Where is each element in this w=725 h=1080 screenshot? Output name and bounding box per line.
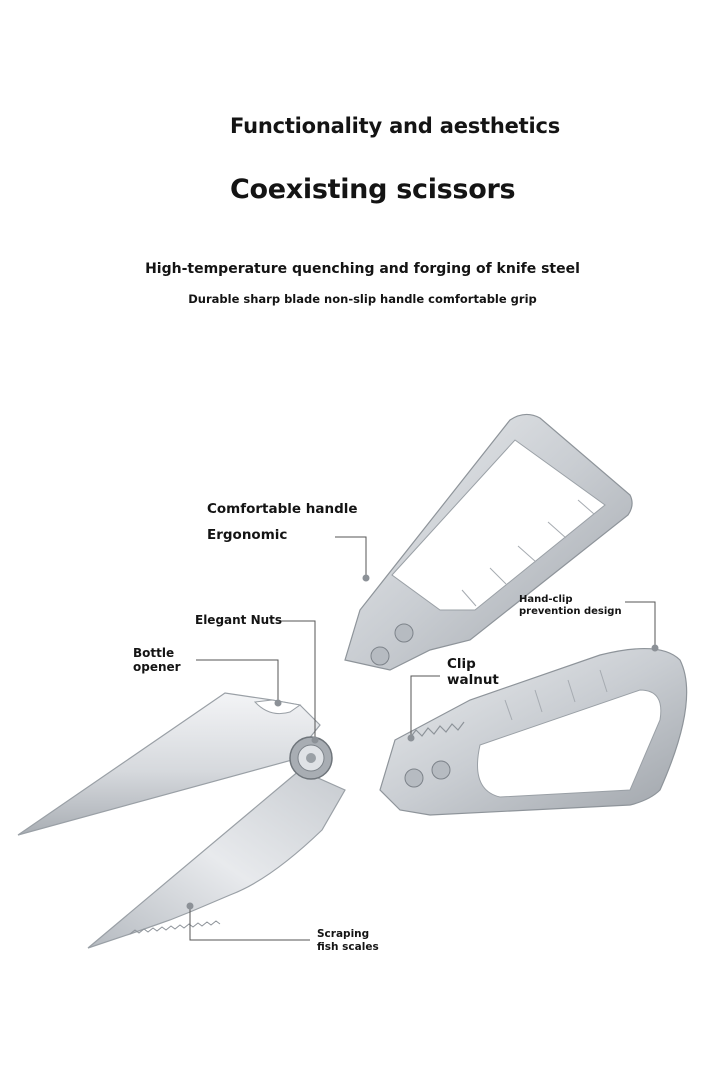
callout-clip-walnut-line-1: Clip <box>447 656 476 672</box>
callout-scraping-line-1: Scraping <box>317 928 370 940</box>
callout-hand-clip-line-1: Hand-clip <box>519 594 573 605</box>
callout-hand-clip-line-2: prevention design <box>519 606 622 617</box>
callout-clip-walnut <box>447 656 499 688</box>
callout-clip-walnut-line-2: walnut <box>447 672 499 689</box>
pivot-nut <box>290 737 332 779</box>
subheadline-line-2: Durable sharp blade non-slip handle comfortable grip <box>188 292 537 306</box>
callout-scraping-fish-scales <box>317 928 379 953</box>
callout-bottle-opener <box>133 646 181 675</box>
callout-bottle-opener-line-2: opener <box>133 660 181 675</box>
callout-scraping-line-2: fish scales <box>317 940 379 953</box>
callout-hand-clip-prevention <box>519 594 622 618</box>
callout-comfortable-handle: Comfortable handle <box>207 501 358 517</box>
headline-line-1: Functionality and aesthetics <box>230 114 561 138</box>
callout-elegant-nuts: Elegant Nuts <box>195 613 283 627</box>
callout-bottle-opener-line-1: Bottle <box>133 646 175 660</box>
headline-line-2: Coexisting scissors <box>230 174 516 205</box>
subheadline-line-1: High-temperature quenching and forging of knife steel <box>145 261 580 277</box>
callout-ergonomic: Ergonomic <box>207 527 288 543</box>
